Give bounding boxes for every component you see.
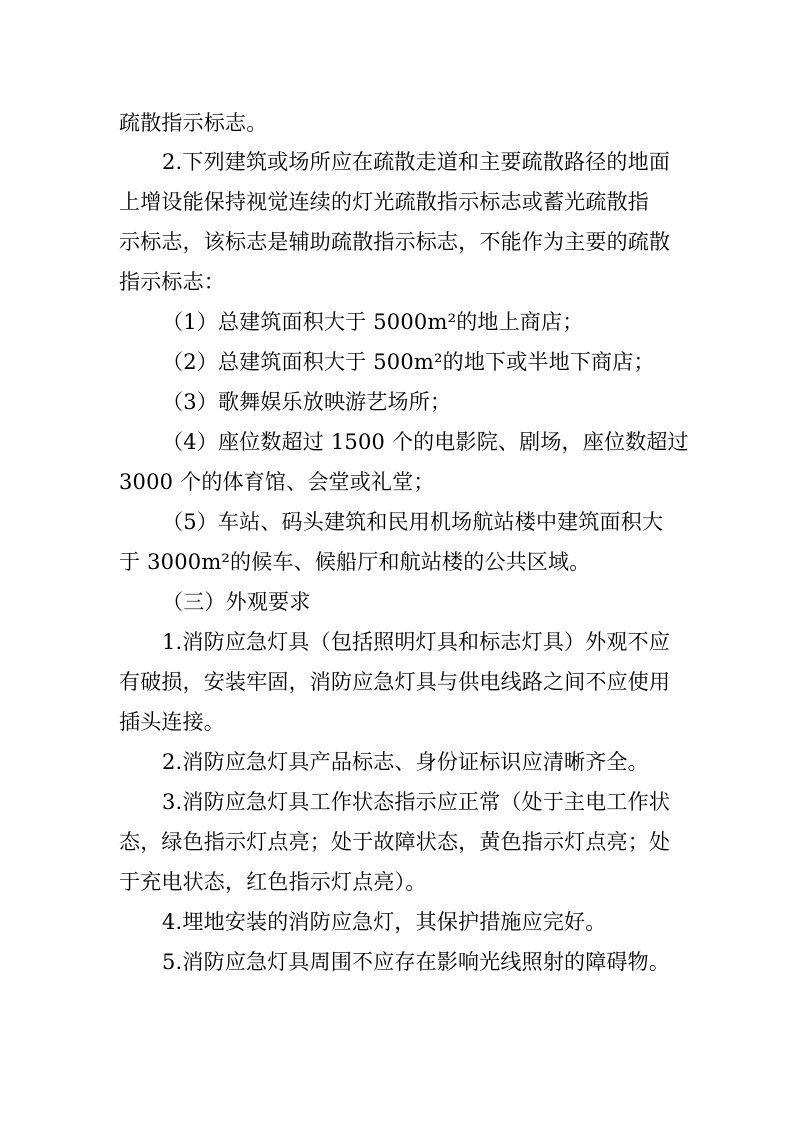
text-line: 插头连接。 <box>119 710 225 734</box>
text-line: （3）歌舞娱乐放映游艺场所； <box>162 390 452 414</box>
text-line: 1.消防应急灯具（包括照明灯具和标志灯具）外观不应 <box>162 630 671 654</box>
text-line: （5）车站、码头建筑和民用机场航站楼中建筑面积大 <box>162 510 664 534</box>
text-line: 态，绿色指示灯点亮；处于故障状态，黄色指示灯点亮；处 <box>119 830 671 854</box>
text-line: 示标志，该标志是辅助疏散指示标志，不能作为主要的疏散 <box>119 230 671 254</box>
section-heading: （三）外观要求 <box>162 590 311 614</box>
text-line: 疏散指示标志。 <box>119 111 268 135</box>
text-line: 3.消防应急灯具工作状态指示应正常（处于主电工作状 <box>162 790 671 814</box>
text-line: （2）总建筑面积大于 500m²的地下或半地下商店； <box>162 350 655 374</box>
text-line: （4）座位数超过 1500 个的电影院、剧场，座位数超过 <box>162 430 689 454</box>
text-line: 指示标志： <box>119 270 225 294</box>
text-line: 3000 个的体育馆、会堂或礼堂； <box>119 470 435 494</box>
text-line: （1）总建筑面积大于 5000m²的地上商店； <box>162 310 584 334</box>
text-line: 有破损，安装牢固，消防应急灯具与供电线路之间不应使用 <box>119 670 671 694</box>
text-line: 于充电状态，红色指示灯点亮）。 <box>119 870 427 894</box>
text-line: 2.消防应急灯具产品标志、身份证标识应清晰齐全。 <box>162 750 649 774</box>
text-line: 5.消防应急灯具周围不应存在影响光线照射的障碍物。 <box>162 950 671 974</box>
text-line: 2.下列建筑或场所应在疏散走道和主要疏散路径的地面 <box>162 150 671 174</box>
text-line: 于 3000m²的候车、候船厅和航站楼的公共区域。 <box>119 550 591 574</box>
text-line: 4.埋地安装的消防应急灯，其保护措施应完好。 <box>162 910 607 934</box>
text-line: 上增设能保持视觉连续的灯光疏散指示标志或蓄光疏散指 <box>119 190 649 214</box>
